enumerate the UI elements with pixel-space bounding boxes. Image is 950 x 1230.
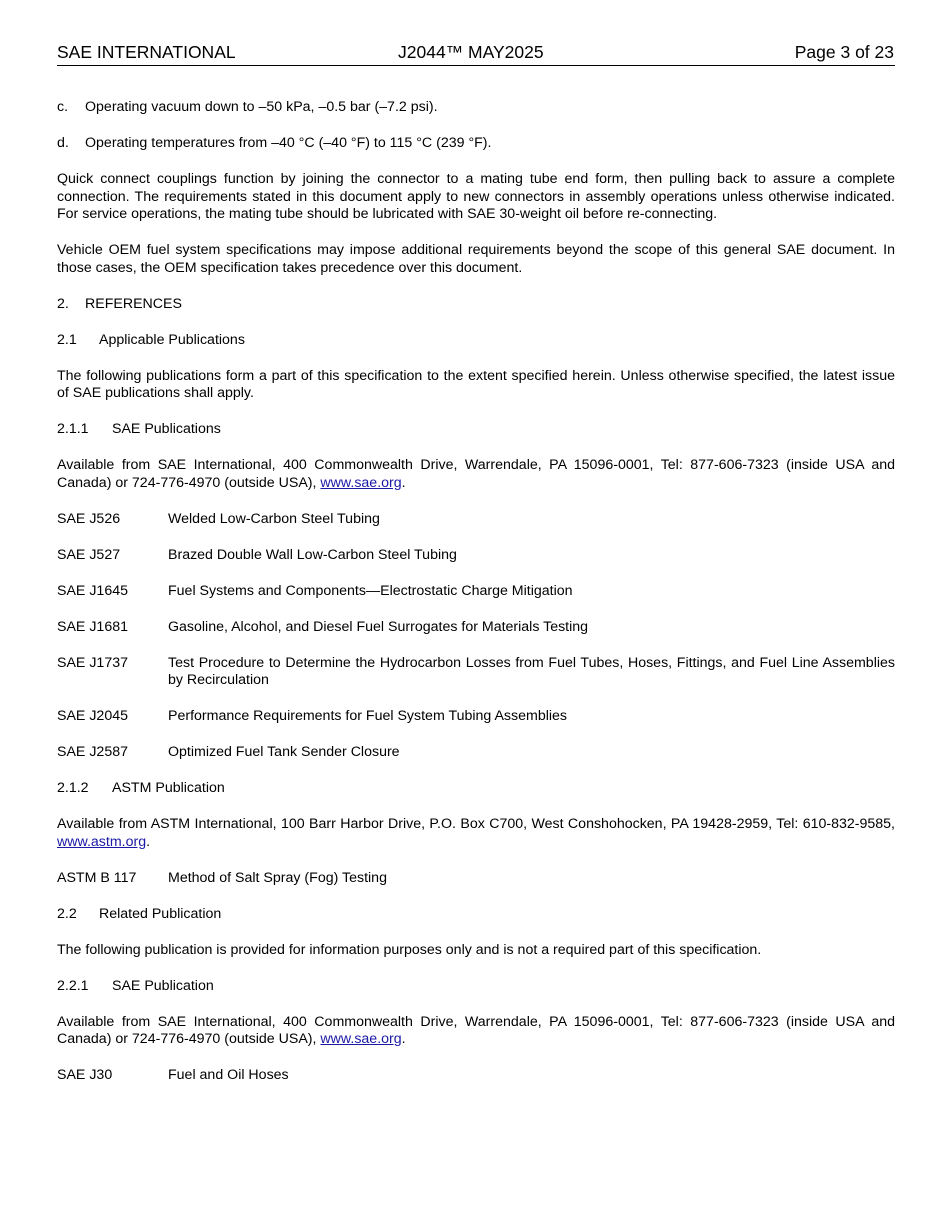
header-page-number: Page 3 of 23 xyxy=(794,42,894,62)
reference-code: SAE J30 xyxy=(57,1067,113,1083)
astm-website-link[interactable]: www.astm.org xyxy=(57,833,147,850)
reference-title: Test Procedure to Determine the Hydrocarbon Losses from Fuel Tubes, Hoses, Fittings, and Fuel Line Assemblies by Recirculation xyxy=(168,654,895,688)
section-title: REFERENCES xyxy=(85,295,182,312)
reference-code: SAE J1681 xyxy=(57,618,128,635)
reference-title: Optimized Fuel Tank Sender Closure xyxy=(168,744,400,760)
reference-item xyxy=(57,583,895,601)
section-heading-2 xyxy=(57,296,895,314)
reference-code: SAE J2587 xyxy=(57,744,128,760)
paragraph-oem: Vehicle OEM fuel system specifications may impose additional requirements beyond the scope of this general SAE document. In those cases, the OEM specification takes precedence over this document. xyxy=(57,242,895,276)
section-heading-2-1 xyxy=(57,332,895,350)
reference-item xyxy=(57,870,895,888)
availability-text: Available from SAE International, 400 Commonwealth Drive, Warrendale, PA 15096-0001, Tel: 877-606-7323 (inside USA and Canada) or 724-776-4970 (outside USA), xyxy=(57,457,895,491)
list-item xyxy=(57,135,895,153)
section-heading-2-2-1 xyxy=(57,978,895,996)
availability-end: . xyxy=(146,833,151,850)
section-title: SAE Publication xyxy=(112,977,214,994)
reference-code: ASTM B 117 xyxy=(57,869,137,886)
list-item xyxy=(57,99,895,117)
reference-title: Gasoline, Alcohol, and Diesel Fuel Surrogates for Materials Testing xyxy=(168,618,589,635)
list-item-label: c. xyxy=(57,99,69,115)
reference-title: Brazed Double Wall Low-Carbon Steel Tubing xyxy=(168,546,457,563)
section-number: 2.2.1 xyxy=(57,977,89,994)
list-item-text: Operating temperatures from –40 °C (–40 °F) to 115 °C (239 °F). xyxy=(85,135,492,151)
reference-item xyxy=(57,655,895,690)
section-number: 2. xyxy=(57,295,69,312)
section-title: Related Publication xyxy=(99,905,222,922)
availability-end: . xyxy=(401,1031,406,1047)
reference-code: SAE J1737 xyxy=(57,654,128,671)
sae-availability xyxy=(57,457,895,492)
section-number: 2.1 xyxy=(57,331,77,348)
document-body xyxy=(57,99,895,1103)
section-number: 2.2 xyxy=(57,905,77,922)
reference-title: Performance Requirements for Fuel System Tubing Assemblies xyxy=(168,708,567,724)
reference-code: SAE J2045 xyxy=(57,708,128,724)
sae-availability-related xyxy=(57,1014,895,1049)
section-heading-2-1-2 xyxy=(57,780,895,798)
availability-end: . xyxy=(401,474,406,491)
reference-item xyxy=(57,619,895,637)
availability-text: Available from SAE International, 400 Commonwealth Drive, Warrendale, PA 15096-0001, Tel: 877-606-7323 (inside USA and Canada) or 724-776-4970 (outside USA), xyxy=(57,1013,895,1047)
section-number: 2.1.2 xyxy=(57,780,89,796)
sae-website-link[interactable]: www.sae.org xyxy=(320,1031,402,1047)
reference-title: Method of Salt Spray (Fog) Testing xyxy=(168,869,387,886)
paragraph-quick-connect: Quick connect couplings function by joining the connector to a mating tube end form, then pulling back to assure a complete connection. The requirements stated in this document apply to new connectors in assembly operations unless otherwise indicated. For service operations, the mating tube should be lubricated with SAE 30-weight oil before re-connecting. xyxy=(57,171,895,222)
reference-item xyxy=(57,547,895,565)
list-item-label: d. xyxy=(57,135,69,151)
section-heading-2-2 xyxy=(57,906,895,924)
section-title: ASTM Publication xyxy=(112,780,225,796)
reference-title: Fuel and Oil Hoses xyxy=(168,1067,289,1083)
section-number: 2.1.1 xyxy=(57,421,89,437)
reference-item xyxy=(57,744,895,762)
paragraph-applicable: The following publications form a part of this specification to the extent specified herein. Unless otherwise specified, the latest issue of SAE publications shall apply. xyxy=(57,367,895,401)
reference-code: SAE J1645 xyxy=(57,582,128,599)
header-org: SAE INTERNATIONAL xyxy=(57,42,236,62)
header-doc-id: J2044™ MAY2025 xyxy=(398,42,544,62)
section-title: Applicable Publications xyxy=(99,331,245,348)
reference-item xyxy=(57,708,895,726)
paragraph-related: The following publication is provided for information purposes only and is not a required part of this specification. xyxy=(57,941,762,958)
reference-title: Fuel Systems and Components—Electrostatic Charge Mitigation xyxy=(168,582,573,599)
reference-title: Welded Low-Carbon Steel Tubing xyxy=(168,510,380,527)
section-heading-2-1-1 xyxy=(57,421,895,439)
page-header xyxy=(57,43,895,66)
reference-code: SAE J526 xyxy=(57,510,121,527)
astm-availability xyxy=(57,816,895,851)
reference-item xyxy=(57,1067,895,1085)
sae-website-link[interactable]: www.sae.org xyxy=(320,474,402,491)
list-item-text: Operating vacuum down to –50 kPa, –0.5 bar (–7.2 psi). xyxy=(85,99,438,115)
reference-code: SAE J527 xyxy=(57,546,121,563)
reference-item xyxy=(57,511,895,529)
section-title: SAE Publications xyxy=(112,421,221,437)
availability-text: Available from ASTM International, 100 Barr Harbor Drive, P.O. Box C700, West Conshohocken, PA 19428-2959, Tel: 610-832-9585, xyxy=(57,816,895,832)
